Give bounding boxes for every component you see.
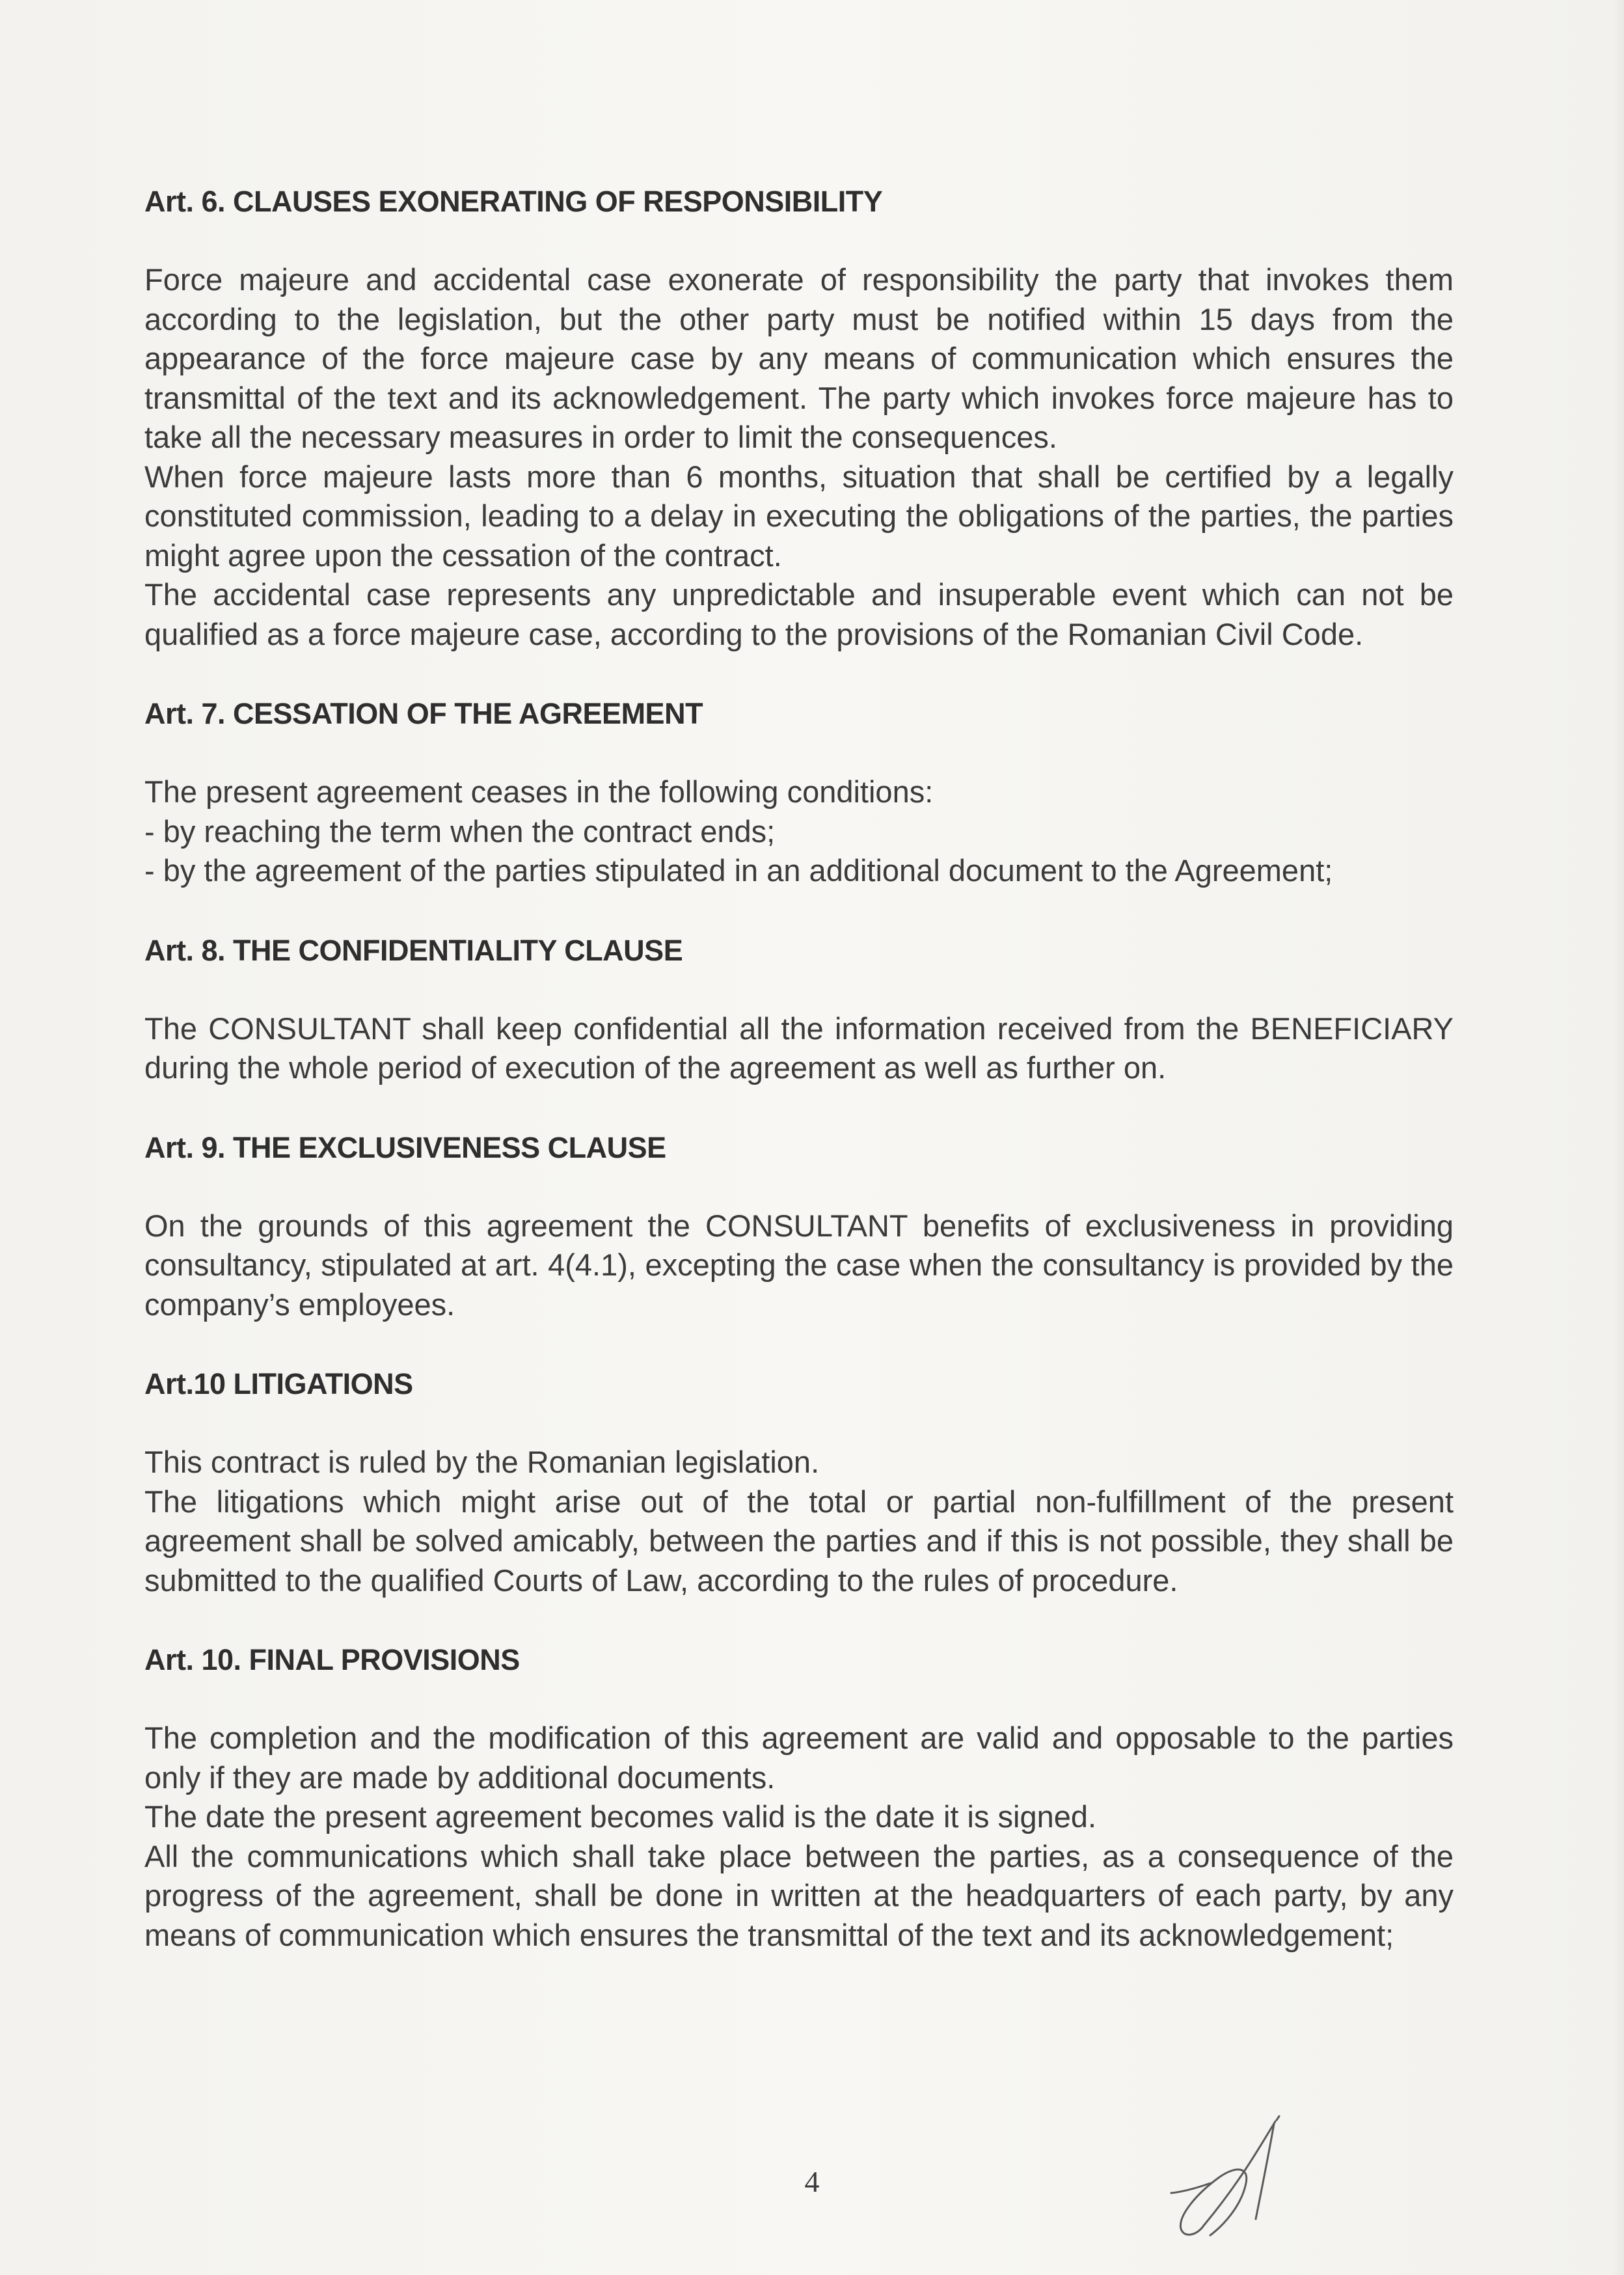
article-7-heading: Art. 7. CESSATION OF THE AGREEMENT: [144, 697, 703, 730]
final-provisions-paragraph-3: All the communications which shall take place between the parties, as a consequence of the progress of the agreement, shall be done in written at the headquarters of each party, by any means of communication which ensures the transmittal of the text and its acknowledgement;: [144, 1838, 1454, 1952]
article-6-paragraph-2: When force majeure lasts more than 6 months, situation that shall be certified by a legally constituted commission, leading to a delay in executing the obligations of the parties, the parties might agree upon the cessation of the contract.: [144, 459, 1454, 573]
article-6-heading: Art. 6. CLAUSES EXONERATING OF RESPONSIBILITY: [144, 185, 883, 218]
article-10-litigations-paragraph-2: The litigations which might arise out of the total or partial non-fulfillment of the present agreement shall be solved amicably, between the parties and if this is not possible, they shall be submitted to the qualified Courts of Law, according to the rules of procedure.: [144, 1484, 1454, 1598]
page-number: 4: [804, 2165, 820, 2198]
handwritten-signature: [1158, 2115, 1295, 2245]
article-10-final-provisions-heading: Art. 10. FINAL PROVISIONS: [144, 1643, 520, 1676]
article-6-paragraph-3: The accidental case represents any unpredictable and insuperable event which can not be qualified as a force majeure case, according to the provisions of the Romanian Civil Code.: [144, 577, 1454, 651]
article-6-paragraph-1: Force majeure and accidental case exonerate of responsibility the party that invokes them according to the legislation, but the other party must be notified within 15 days from the appearance of the force majeure case by any means of communication which ensures the transmittal of the text and its acknowledgement. The party which invokes force majeure has to take all the necessary measures in order to limit the consequences.: [144, 262, 1454, 454]
article-8-paragraph-1: The CONSULTANT shall keep confidential all the information received from the BENEFICIARY during the whole period of execution of the agreement as well as further on.: [144, 1011, 1454, 1085]
document-body: [144, 182, 1454, 1955]
article-10-litigations-heading: Art.10 LITIGATIONS: [144, 1367, 413, 1400]
article-9-heading: Art. 9. THE EXCLUSIVENESS CLAUSE: [144, 1130, 666, 1164]
article-9-paragraph-1: On the grounds of this agreement the CONSULTANT benefits of exclusiveness in providing consultancy, stipulated at art. 4(4.1), excepting the case when the consultancy is provided by the company’s employees.: [144, 1208, 1454, 1322]
final-provisions-paragraph-1: The completion and the modification of this agreement are valid and opposable to the parties only if they are made by additional documents.: [144, 1721, 1454, 1795]
final-provisions-paragraph-2: The date the present agreement becomes valid is the date it is signed.: [144, 1799, 1097, 1834]
article-7-paragraph-3: - by the agreement of the parties stipulated in an additional document to the Agreement;: [144, 853, 1333, 888]
article-8-heading: Art. 8. THE CONFIDENTIALITY CLAUSE: [144, 933, 683, 967]
article-7-paragraph-2: - by reaching the term when the contract ends;: [144, 813, 776, 849]
page-edge-shadow: [1612, 0, 1624, 2275]
article-10-litigations-paragraph-1: This contract is ruled by the Romanian legislation.: [144, 1445, 820, 1479]
article-7-paragraph-1: The present agreement ceases in the following conditions:: [144, 774, 934, 809]
